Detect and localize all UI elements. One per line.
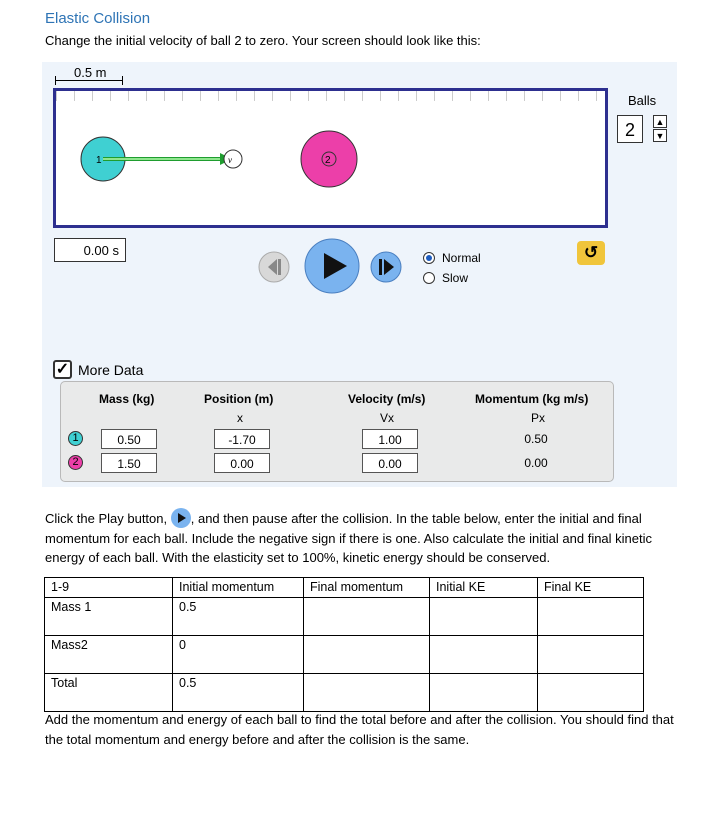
table-cell[interactable]: 0.5	[173, 674, 304, 712]
table-cell[interactable]	[538, 674, 644, 712]
position-header: Position (m)	[204, 392, 274, 406]
mass-2-field[interactable]: 1.50	[101, 453, 157, 473]
balls-decrement-button[interactable]: ▼	[653, 129, 667, 142]
table-header-cell: Final KE	[538, 578, 644, 598]
ball-1-label: 1	[96, 155, 102, 166]
instructions-text: Click the Play button, , and then pause after the collision. In the table below, enter the initial and final momentum for each ball. Include the negative sign if there is one. Also calculate the initial and final kinetic energy of each ball. With the elasticity set to 100%, kinetic energy should be conserved.	[45, 508, 685, 568]
balls-label: Balls	[628, 93, 657, 108]
speed-slow-radio[interactable]	[423, 272, 435, 284]
table-row	[45, 674, 644, 712]
momentum-subheader: Px	[531, 411, 546, 425]
table-header-cell: Initial KE	[430, 578, 538, 598]
position-1-field[interactable]: -1.70	[214, 429, 270, 449]
table-cell: Mass 1	[45, 598, 173, 636]
speed-normal-label: Normal	[442, 251, 481, 265]
speed-slow-label: Slow	[442, 271, 469, 285]
worksheet-table	[44, 577, 644, 712]
playback-controls	[255, 237, 405, 301]
table-cell[interactable]	[304, 598, 430, 636]
mass-header: Mass (kg)	[99, 392, 155, 406]
momentum-header: Momentum (kg m/s)	[475, 392, 589, 406]
play-icon	[171, 508, 191, 528]
balls-count-field[interactable]: 2	[617, 115, 643, 143]
balls-increment-button[interactable]: ▲	[653, 115, 667, 128]
page-title: Elastic Collision	[45, 10, 151, 27]
momentum-1-value: 0.50	[524, 432, 548, 446]
velocity-1-field[interactable]: 1.00	[362, 429, 418, 449]
velocity-2-field[interactable]: 0.00	[362, 453, 418, 473]
mass-1-field[interactable]: 0.50	[101, 429, 157, 449]
scale-label: 0.5 m	[74, 65, 107, 80]
table-header-cell: Initial momentum	[173, 578, 304, 598]
velocity-subheader: Vx	[380, 411, 395, 425]
table-row	[45, 598, 644, 636]
more-data-label: More Data	[78, 362, 144, 378]
table-cell[interactable]: 0.5	[173, 598, 304, 636]
table-header-cell: Final momentum	[304, 578, 430, 598]
table-cell: Mass2	[45, 636, 173, 674]
table-header-row	[45, 578, 644, 598]
time-display: 0.00 s	[54, 238, 126, 262]
conclusion-text: Add the momentum and energy of each ball to find the total before and after the collision. You should find that the total momentum and energy before and after the collision is the same.	[45, 712, 674, 747]
table-row	[45, 636, 644, 674]
momentum-2-value: 0.00	[524, 456, 548, 470]
table-cell[interactable]	[430, 674, 538, 712]
reset-icon: ↺	[583, 243, 599, 262]
velocity-header: Velocity (m/s)	[348, 392, 426, 406]
table-header-cell: 1-9	[45, 578, 173, 598]
table-cell[interactable]	[538, 636, 644, 674]
table-cell[interactable]	[430, 598, 538, 636]
table-cell[interactable]	[304, 674, 430, 712]
position-2-field[interactable]: 0.00	[214, 453, 270, 473]
ball-layer	[56, 100, 605, 225]
table-cell[interactable]	[304, 636, 430, 674]
table-cell[interactable]	[430, 636, 538, 674]
reset-button[interactable]	[577, 241, 605, 265]
more-data-checkbox[interactable]: ✓	[53, 360, 72, 379]
speed-normal-radio[interactable]	[423, 252, 435, 264]
table-cell[interactable]	[538, 598, 644, 636]
row-1-badge: 1	[68, 431, 83, 446]
ball-2-label: 2	[325, 155, 331, 166]
row-2-badge: 2	[68, 455, 83, 470]
intro-text: Change the initial velocity of ball 2 to zero. Your screen should look like this:	[45, 33, 481, 48]
table-cell: Total	[45, 674, 173, 712]
scale-ruler[interactable]	[55, 80, 123, 81]
velocity-handle[interactable]	[224, 150, 242, 168]
table-cell[interactable]: 0	[173, 636, 304, 674]
position-subheader: x	[237, 411, 243, 425]
svg-text:v: v	[228, 155, 232, 165]
